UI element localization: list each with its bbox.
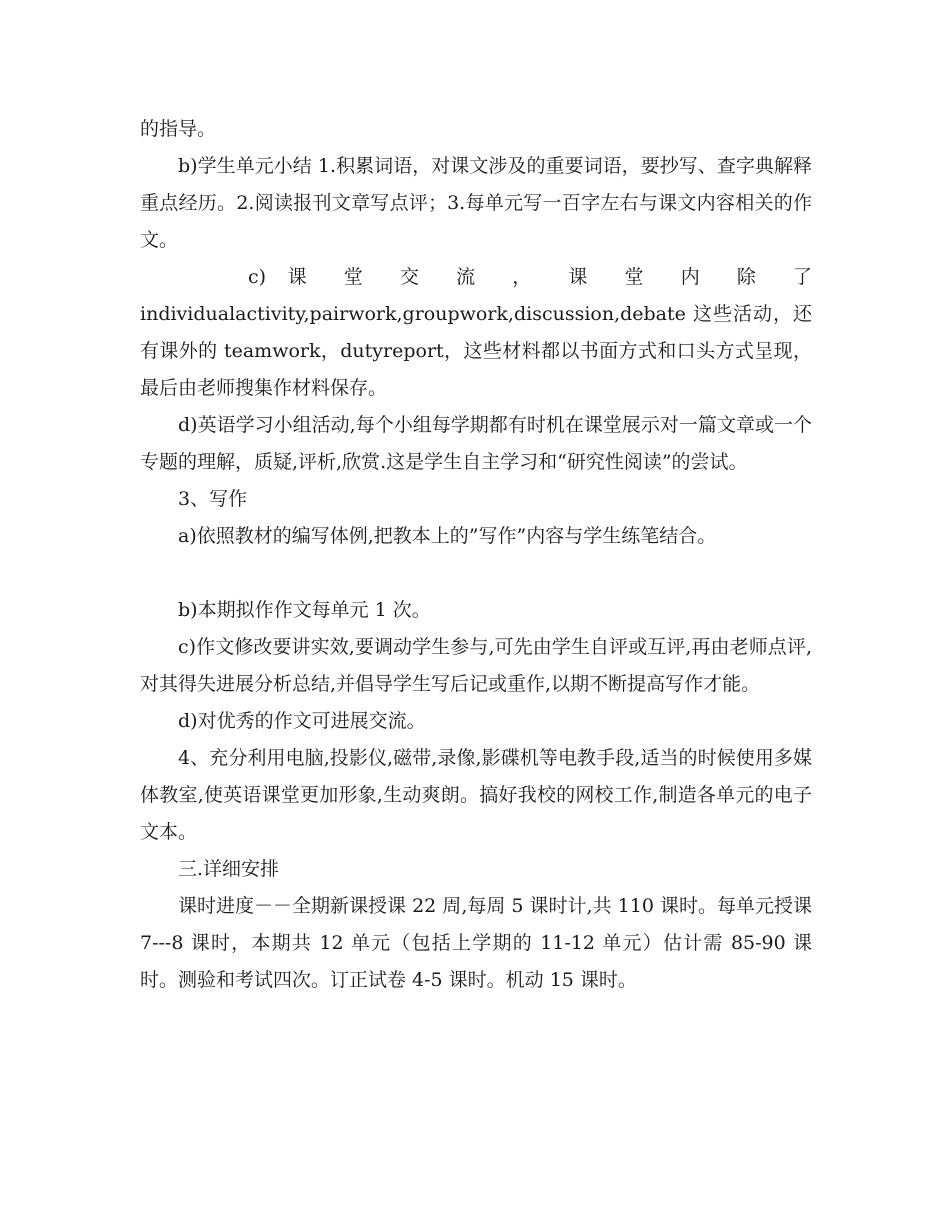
paragraph-group-activity: d)英语学习小组活动,每个小组每学期都有时机在课堂展示对一篇文章或一个专题的理解，质疑,评析,欣赏.这是学生自主学习和“研究性阅读”的尝试。 [140,414,812,473]
paragraph-unit-summary: b)学生单元小结 1.积累词语，对课文涉及的重要词语，要抄写、查字典解释重点经历。2.阅读报刊文章写点评；3.每单元写一百字左右与课文内容相关的作文。 [140,155,812,251]
paragraph-multimedia: 4、充分利用电脑,投影仪,磁带,录像,影碟机等电教手段,适当的时候使用多媒体教室,使英语课堂更加形象,生动爽朗。搞好我校的网校工作,制造各单元的电子文本。 [140,747,812,843]
paragraph-continuation: 的指导。 [140,118,217,140]
section-heading-writing: 3、写作 [178,488,248,510]
document-body [140,111,812,999]
paragraph-writing-c: c)作文修改要讲实效,要调动学生参与,可先由学生自评或互评,再由老师点评,对其得失进展分析总结,并倡导学生写后记或重作,以期不断提高写作才能。 [140,636,812,695]
blank-line [140,555,812,592]
paragraph-schedule: 课时进度－－全期新课授课 22 周,每周 5 课时计,共 110 课时。每单元授课 7---8 课时，本期共 12 单元（包括上学期的 11-12 单元）估计需 85-90 课时。测验和考试四次。订正试卷 4-5 课时。机动 15 课时。 [140,895,812,991]
paragraph-writing-b: b)本期拟作作文每单元 1 次。 [178,599,431,621]
paragraph-writing-d: d)对优秀的作文可进展交流。 [178,710,426,732]
section-heading-schedule: 三.详细安排 [178,858,280,880]
paragraph-writing-a: a)依照教材的编写体例,把教本上的”写作”内容与学生练笔结合。 [178,525,717,547]
paragraph-classroom-exchange-body: individualactivity,pairwork,groupwork,discussion,debate 这些活动，还有课外的 teamwork，dutyreport，这些材料都以书面方式和口头方式呈现，最后由老师搜集作材料保存。 [140,303,812,399]
paragraph-classroom-exchange-heading: c) 课 堂 交 流 ， 课 堂 内 除 了 [248,266,812,288]
